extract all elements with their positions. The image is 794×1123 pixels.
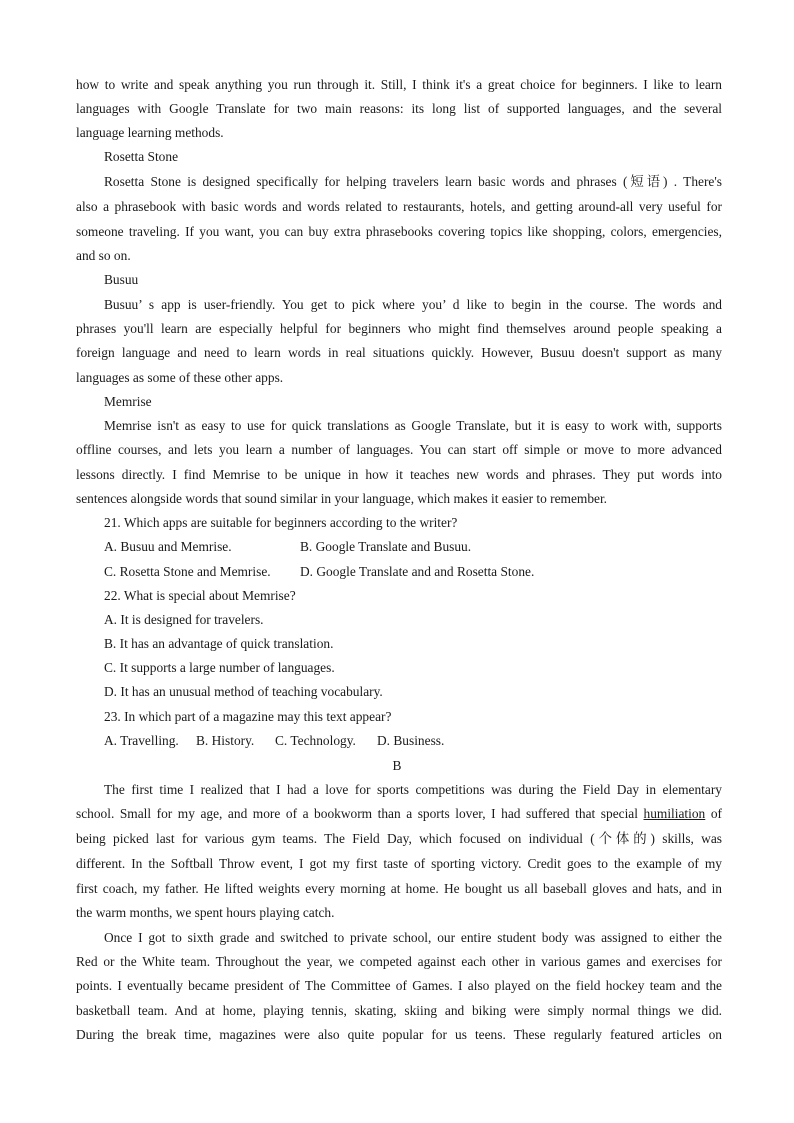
- question-21-option-a: A. Busuu and Memrise.: [104, 539, 232, 554]
- paragraph-line: also a phrasebook with basic words and words related to restaurants, hotels, and getting around-all very useful for: [76, 199, 722, 214]
- paragraph-line: Once I got to sixth grade and switched to private school, our entire student body was assigned to either the: [104, 930, 722, 945]
- question-22-stem: 22. What is special about Memrise?: [104, 588, 296, 603]
- question-23-stem: 23. In which part of a magazine may this text appear?: [104, 709, 392, 724]
- paragraph-line: different. In the Softball Throw event, I got my first taste of sporting victory. Credit goes to the example of my: [76, 856, 722, 871]
- paragraph-line: the warm months, we spent hours playing catch.: [76, 905, 335, 920]
- question-21-option-c: C. Rosetta Stone and Memrise.: [104, 564, 271, 579]
- section-heading-rosetta-stone: Rosetta Stone: [104, 149, 179, 164]
- question-22-option-c: C. It supports a large number of languages.: [104, 660, 335, 675]
- question-22-option-d: D. It has an unusual method of teaching vocabulary.: [104, 684, 383, 699]
- paragraph-line: how to write and speak anything you run through it. Still, I think it's a great choice for beginners. I like to learn: [76, 77, 722, 92]
- question-23-option-a: A. Travelling.: [104, 733, 179, 748]
- paragraph-line: Red or the White team. Throughout the year, we competed against each other in various games and exercises for: [76, 954, 722, 969]
- question-23-option-d: D. Business.: [377, 733, 445, 748]
- paragraph-line: foreign language and need to learn words in real situations quickly. However, Busuu doesn't support as many: [76, 345, 722, 360]
- question-23-option-c: C. Technology.: [275, 733, 356, 748]
- question-22-option-b: B. It has an advantage of quick translation.: [104, 636, 334, 651]
- paragraph-line: The first time I realized that I had a love for sports competitions was during the Field Day in elementary: [104, 782, 722, 797]
- paragraph-line: and so on.: [76, 248, 131, 263]
- section-heading-busuu: Busuu: [104, 272, 139, 287]
- question-21-stem: 21. Which apps are suitable for beginners according to the writer?: [104, 515, 458, 530]
- paragraph-line: Memrise isn't as easy to use for quick translations as Google Translate, but it is easy to work with, supports: [104, 418, 722, 433]
- paragraph-line: Busuu’ s app is user-friendly. You get to pick where you’ d like to begin in the course. The words and: [104, 297, 722, 312]
- paragraph-line: Rosetta Stone is designed specifically for helping travelers learn basic words and phrases (短语) . There's: [104, 174, 722, 189]
- paragraph-line: sentences alongside words that sound similar in your language, which makes it easier to remember.: [76, 491, 608, 506]
- paragraph-line: points. I eventually became president of The Committee of Games. I also played on the field hockey team and the: [76, 978, 722, 993]
- paragraph-line: phrases you'll learn are especially helpful for beginners who might find themselves around people speaking a: [76, 321, 722, 336]
- paragraph-line: [76, 806, 722, 822]
- paragraph-line: languages with Google Translate for two main reasons: its long list of supported languages, and the several: [76, 101, 722, 116]
- paragraph-line: basketball team. And at home, playing tennis, skating, skiing and biking were simply normal things we did.: [76, 1003, 722, 1018]
- paragraph-line: languages as some of these other apps.: [76, 370, 284, 385]
- paragraph-line: offline courses, and lets you learn a number of languages. You can start off simple or move to more advanced: [76, 442, 722, 457]
- section-heading-memrise: Memrise: [104, 394, 152, 409]
- paragraph-line: someone traveling. If you want, you can buy extra phrasebooks covering topics like shopping, colors, emergencies,: [76, 224, 722, 239]
- paragraph-line: language learning methods.: [76, 125, 224, 140]
- paragraph-line: first coach, my father. He lifted weights every morning at home. He bought us all baseball gloves and hats, and in: [76, 881, 722, 896]
- text-span: of: [710, 806, 722, 821]
- passage-b-label: B: [392, 758, 402, 773]
- paragraph-line: being picked last for various gym teams. The Field Day, which focused on individual (个体的) skills, was: [76, 831, 722, 846]
- underlined-word: humiliation: [643, 806, 706, 821]
- text-span: school. Small for my age, and more of a bookworm than a sports lover, I had suffered that special: [76, 806, 638, 821]
- paragraph-line: During the break time, magazines were also quite popular for us teens. These regularly featured articles on: [76, 1027, 722, 1042]
- question-21-option-d: D. Google Translate and and Rosetta Stone.: [300, 564, 535, 579]
- question-21-option-b: B. Google Translate and Busuu.: [300, 539, 472, 554]
- question-22-option-a: A. It is designed for travelers.: [104, 612, 264, 627]
- question-23-option-b: B. History.: [196, 733, 255, 748]
- paragraph-line: lessons directly. I find Memrise to be unique in how it teaches new words and phrases. They put words into: [76, 467, 722, 482]
